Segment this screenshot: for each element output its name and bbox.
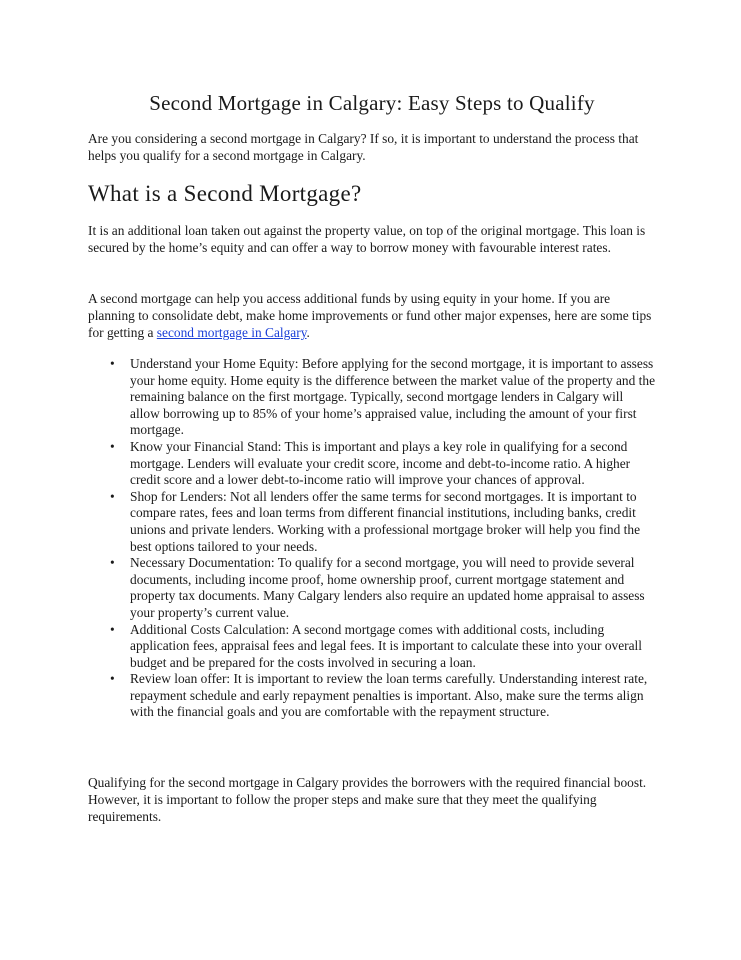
page-title: Second Mortgage in Calgary: Easy Steps to Qualify: [149, 91, 595, 115]
intro-paragraph: Are you considering a second mortgage in Calgary? If so, it is important to understand the process that helps you qualify for a second mortgage in Calgary.: [88, 131, 639, 163]
list-item: [88, 555, 656, 621]
list-item-text: Know your Financial Stand: This is important and plays a key role in qualifying for a second mortgage. Lenders will evaluate your credit score, income and debt-to-income ratio. A higher credit score and a lower debt-to-income ratio will improve your chances of approval.: [130, 438, 631, 488]
list-item: [88, 671, 656, 721]
list-item: [88, 489, 656, 555]
list-item: [88, 356, 656, 439]
list-item-text: Understand your Home Equity: Before applying for the second mortgage, it is important to assess your home equity. Home equity is the difference between the market value of the property and the remaining balance on the first mortgage. Typically, second mortgage lenders in Calgary will allow borrowing up to 85% of your home’s appraised value, including the amount of your first mortgage.: [130, 356, 656, 438]
bullet-icon: •: [110, 621, 115, 637]
definition-paragraph: It is an additional loan taken out against the property value, on top of the original mortgage. This loan is secured by the home’s equity and can offer a way to borrow money with favourable interest rates.: [88, 223, 646, 255]
tips-list: [88, 356, 656, 721]
list-item: [88, 622, 656, 672]
section-heading: What is a Second Mortgage?: [88, 181, 362, 206]
list-item: [88, 439, 656, 489]
tips-intro-text: A second mortgage can help you access additional funds by using equity in your home. If you are planning to consolidate debt, make home improvements or fund other major expenses, here are some tips for getting a: [88, 291, 652, 340]
second-mortgage-calgary-link[interactable]: second mortgage in Calgary: [156, 325, 307, 340]
bullet-icon: •: [110, 356, 115, 371]
tips-intro-end: .: [306, 325, 310, 340]
list-item-text: Necessary Documentation: To qualify for a second mortgage, you will need to provide several documents, including income proof, home ownership proof, current mortgage statement and property tax documents. Many Calgary lenders also require an updated home appraisal to assess your property’s current value.: [130, 555, 645, 620]
list-item-text: Shop for Lenders: Not all lenders offer the same terms for second mortgages. It is important to compare rates, fees and loan terms from different financial institutions, including banks, credit unions and private lenders. Working with a professional mortgage broker will help you find the best options tailored to your needs.: [130, 488, 641, 554]
tips-intro-paragraph: [88, 290, 656, 341]
bullet-icon: •: [110, 438, 115, 454]
conclusion-paragraph: Qualifying for the second mortgage in Calgary provides the borrowers with the required financial boost. However, it is important to follow the proper steps and make sure that they meet the qualifying requirements.: [88, 775, 647, 824]
bullet-icon: •: [110, 488, 115, 504]
bullet-icon: •: [110, 555, 115, 571]
bullet-icon: •: [110, 671, 115, 687]
list-item-text: Additional Costs Calculation: A second mortgage comes with additional costs, including application fees, appraisal fees and legal fees. It is important to calculate these into your overall budget and be prepared for the costs involved in securing a loan.: [130, 621, 642, 670]
list-item-text: Review loan offer: It is important to review the loan terms carefully. Understanding interest rate, repayment schedule and early repayment penalties is important. Also, make sure the terms align with the financial goals and you are comfortable with the repayment structure.: [130, 671, 648, 720]
